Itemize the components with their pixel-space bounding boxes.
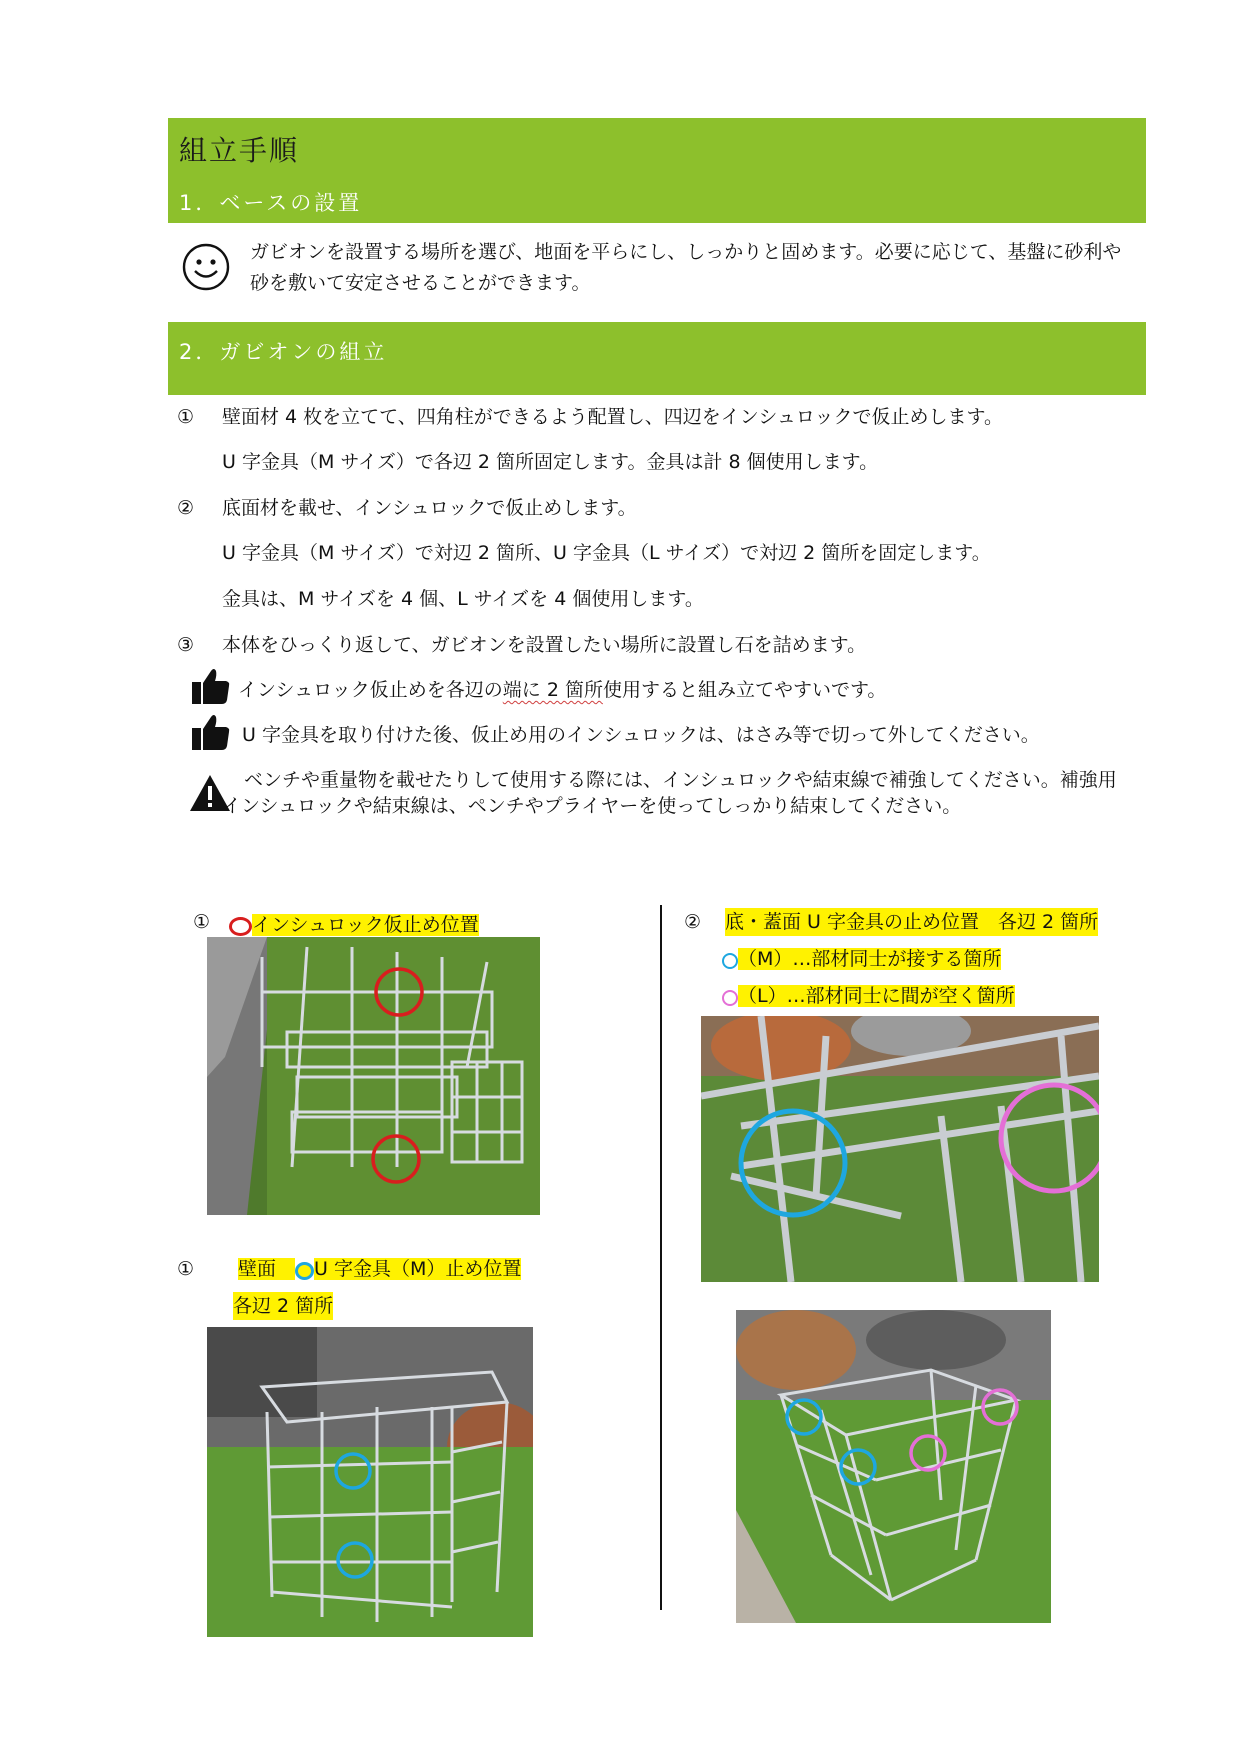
warning-text: ベンチや重量物を載せたりして使用する際には、インシュロックや結束線で補強してください。補強用インシュロックや結束線は、ペンチやプライヤーを使ってしっかり結束してください。 [222, 769, 1117, 817]
caption-left2-wall: 壁面 [238, 1258, 296, 1280]
photo-wall-ubracket [207, 1327, 533, 1637]
caption-left1 [229, 911, 479, 939]
section1-banner [168, 175, 1146, 223]
step3-number: ③ [177, 634, 195, 656]
step2-line2: U 字金具（M サイズ）で対辺 2 箇所、U 字金具（L サイズ）で対辺 2 箇所を固定します。 [222, 542, 991, 564]
caption-right-line2 [722, 945, 1001, 973]
caption-left2-number: ① [177, 1258, 195, 1280]
caption-right-line3 [722, 982, 1015, 1010]
step2-line1: 底面材を載せ、インシュロックで仮止めします。 [222, 497, 637, 519]
photo-bracket-closeup [701, 1016, 1099, 1282]
caption-left1-number: ① [193, 911, 211, 933]
blue-circle-icon [295, 1262, 314, 1280]
step1-line1: 壁面材 4 枚を立てて、四角柱ができるよう配置し、四辺をインシュロックで仮止めします。 [222, 406, 1004, 428]
red-circle-icon [229, 917, 252, 936]
column-divider [660, 905, 662, 1610]
section1-heading: 1．ベースの設置 [179, 191, 363, 215]
caption-right-l: （L）…部材同士に間が空く箇所 [738, 985, 1015, 1007]
photo-assembled-gabion [736, 1310, 1051, 1623]
section1-text: ガビオンを設置する場所を選び、地面を平らにし、しっかりと固めます。必要に応じて、基盤に砂利や砂を敷いて安定させることができます。 [250, 241, 1122, 294]
caption-left2-line1 [238, 1255, 521, 1283]
tip1-text [238, 676, 886, 704]
page-title: 組立手順 [179, 134, 300, 167]
caption-right-number: ② [684, 911, 702, 933]
caption-right-line1: 底・蓋面 U 字金具の止め位置 各辺 2 箇所 [725, 908, 1098, 936]
thumbs-up-icon [191, 713, 231, 755]
step2-line3: 金具は、M サイズを 4 個、L サイズを 4 個使用します。 [222, 588, 704, 610]
thumbs-up-icon [191, 667, 231, 709]
caption-left1-text: インシュロック仮止め位置 [252, 914, 479, 936]
photo-frame-tack [207, 937, 540, 1215]
step3-line1: 本体をひっくり返して、ガビオンを設置したい場所に設置し石を詰めます。 [222, 634, 867, 656]
pink-circle-icon [722, 990, 738, 1006]
step2-number: ② [177, 497, 195, 519]
tip1-pre: インシュロック仮止めを各辺の [238, 679, 503, 701]
caption-left2-line2: 各辺 2 箇所 [233, 1292, 333, 1320]
step1-line2: U 字金具（M サイズ）で各辺 2 箇所固定します。金具は計 8 個使用します。 [222, 451, 879, 473]
tip2-text: U 字金具を取り付けた後、仮止め用のインシュロックは、はさみ等で切って外してください。 [242, 724, 1040, 746]
caption-right-m: （M）…部材同士が接する箇所 [738, 948, 1002, 970]
tip1-post: 使用すると組み立てやすいです。 [602, 679, 887, 701]
smiley-icon [181, 242, 231, 296]
title-banner [168, 118, 1146, 175]
blue-circle-icon [722, 953, 738, 969]
tip1-mid: 端に 2 箇所 [502, 679, 603, 701]
section2-banner [168, 322, 1146, 395]
section2-heading: 2．ガビオンの組立 [179, 340, 388, 364]
step1-number: ① [177, 406, 195, 428]
caption-left2-text: U 字金具（M）止め位置 [314, 1258, 522, 1280]
